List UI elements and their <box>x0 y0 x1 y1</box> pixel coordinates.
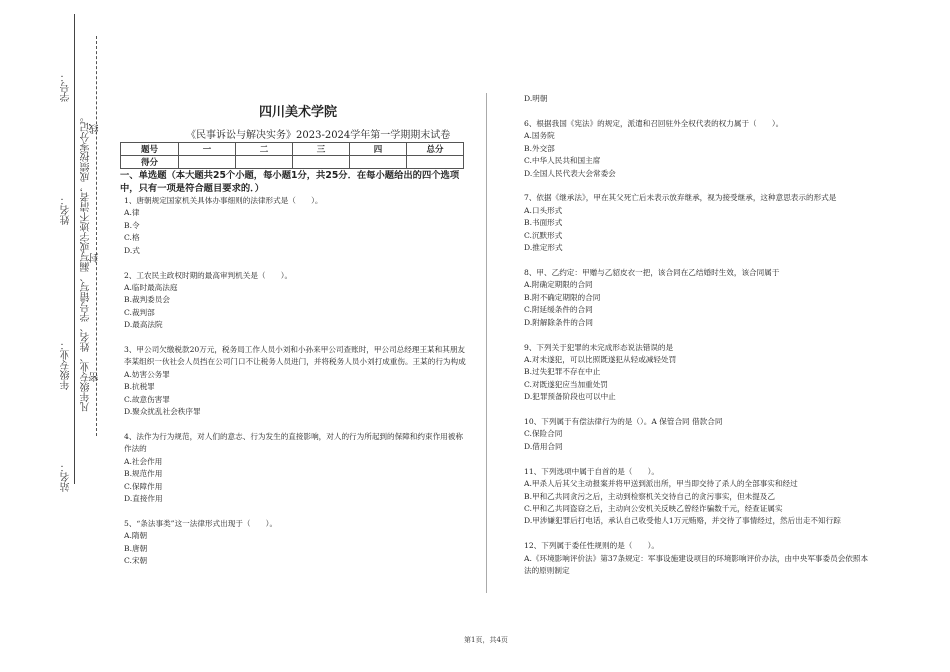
score-header-cell: 二 <box>236 143 293 156</box>
question-stem: 4、法作为行为规范，对人们的意志、行为发生的直接影响，对人的行为所起到的保障和约束作用被称作法的 <box>124 432 463 454</box>
question-stem: 1、唐朝规定国家机关具体办事细则的法律形式是（ ）。 <box>124 196 323 205</box>
score-header-cell: 四 <box>350 143 407 156</box>
label-name: 姓名： <box>61 195 72 225</box>
answer-option: B.唐朝 <box>124 543 148 553</box>
score-header-cell: 一 <box>179 143 236 156</box>
question-gap <box>524 453 869 466</box>
score-cell <box>179 156 236 169</box>
question-stem: 5、“条法事类”这一法律形式出现于（ ）。 <box>124 518 278 528</box>
answer-option: C.沉默形式 <box>524 230 563 240</box>
answer-option: B.附不确定期限的合同 <box>524 292 601 302</box>
answer-option: C.裁判部 <box>124 307 155 317</box>
question <box>124 431 469 505</box>
answer-option: D.借用合同 <box>524 441 563 451</box>
answer-option: B.书面形式 <box>524 218 563 228</box>
question-gap <box>524 404 869 417</box>
question-gap <box>524 105 869 118</box>
score-table <box>120 142 464 169</box>
answer-option: A.隋朝 <box>124 531 148 541</box>
question-stem: 10、下列属于有偿法律行为的是（）。A 保管合同 借款合同 <box>524 417 723 427</box>
question-gap <box>524 329 869 342</box>
question <box>524 192 869 254</box>
question <box>124 270 469 332</box>
school-title: 四川美术学院 <box>259 105 338 120</box>
answer-option: D.全国人民代表大会常委会 <box>524 168 616 178</box>
question <box>524 416 869 453</box>
section-title: 一、单选题（本大题共25个小题，每小题1分，共25分．在每小题给出的四个选项中，只有一项是符合题目要求的．） <box>120 170 460 194</box>
score-row-label: 得分 <box>121 156 179 169</box>
question-stem: 12、下列属于委任性规则的是（ ）。 <box>524 541 659 551</box>
question-gap <box>124 419 469 432</box>
answer-option: B.令 <box>124 220 140 230</box>
score-cell <box>236 156 293 169</box>
answer-option: A.对未遂犯，可以比照既遂犯从轻或减轻处罚 <box>524 354 677 364</box>
question-gap <box>124 332 469 345</box>
answer-option: B.抗税罪 <box>124 382 155 392</box>
score-table-header-row <box>121 143 464 156</box>
answer-option: D.聚众扰乱社会秩序罪 <box>124 407 201 417</box>
answer-option: B.规范作用 <box>124 469 163 479</box>
answer-option: C.故意伤害罪 <box>124 394 170 404</box>
score-cell <box>407 156 464 169</box>
answer-option: A.临时最高法庭 <box>124 282 178 292</box>
exam-subtitle: 《民事诉讼与解决实务》2023-2024学年第一学期期末试卷 <box>186 130 451 141</box>
binding-margin <box>0 0 110 672</box>
answer-option: D.直接作用 <box>124 494 163 504</box>
question-gap <box>124 257 469 270</box>
question-gap <box>524 254 869 267</box>
answer-option: B.裁判委员会 <box>124 295 170 305</box>
column-divider <box>486 93 487 593</box>
question-gap <box>524 180 869 193</box>
binding-warning: 凡年级专业、姓名、学号错写、漏写或字迹不清者，成绩按零分记。 <box>81 112 92 412</box>
label-major: 年级专业： <box>61 340 72 390</box>
question-stem: 9、下列关于犯罪的未完成形态说法错误的是 <box>524 342 674 352</box>
score-table-score-row <box>121 156 464 169</box>
question <box>524 93 869 105</box>
question-stem: 2、工农民主政权时期的最高审判机关是（ ）。 <box>124 270 293 280</box>
question <box>524 342 869 404</box>
answer-option: C.保险合同 <box>524 429 563 439</box>
answer-option: A.妨害公务罪 <box>124 369 170 379</box>
answer-option: C.甲和乙共同盗窃之后，主动向公安机关反映乙曾经诈骗数千元，经查证属实 <box>524 503 783 513</box>
answer-option: C.附延缓条件的合同 <box>524 305 593 315</box>
answer-option: A.《环境影响评价法》第37条规定：军事设施建设项目的环境影响评价办法，由中央军事委员会依照本法的原则制定 <box>524 553 869 576</box>
question <box>524 267 869 329</box>
answer-option: B.外交部 <box>524 143 555 153</box>
answer-option: D.犯罪预备阶段也可以中止 <box>524 392 616 402</box>
page-footer: 第1页，共4页 <box>464 636 508 644</box>
answer-option: D.附解除条件的合同 <box>524 317 593 327</box>
answer-option: A.甲杀人后其父主动报案并将甲送到派出所，甲当即交待了杀人的全部事实和经过 <box>524 479 798 489</box>
score-header-cell: 总分 <box>407 143 464 156</box>
question <box>524 466 869 528</box>
answer-option: D.推定形式 <box>524 243 563 253</box>
question-gap <box>124 505 469 518</box>
right-question-column <box>524 93 869 578</box>
question <box>124 344 469 418</box>
question-gap <box>524 528 869 541</box>
answer-option: A.口头形式 <box>524 205 563 215</box>
answer-option: B.甲和乙共同贪污之后，主动到检察机关交待自己的贪污事实，但未提及乙 <box>524 491 775 501</box>
score-header-cell: 题号 <box>121 143 179 156</box>
binding-line <box>74 14 75 484</box>
answer-option: A.国务院 <box>524 131 555 141</box>
question <box>524 540 869 577</box>
question-stem: 8、甲、乙约定：甲赠与乙貂皮衣一把，该合同在乙结婚时生效，该合同属于 <box>524 267 780 277</box>
answer-option: D.甲涉嫌犯罪后打电话，承认自己收受他人1万元贿赂，并交待了事情经过，然后出走不知行踪 <box>524 516 841 526</box>
question-stem: 6、根据我国《宪法》的规定，派遣和召回驻外全权代表的权力属于（ ）。 <box>524 118 784 128</box>
binding-mi: 密 <box>90 372 101 382</box>
binding-xian: 线 <box>90 124 101 134</box>
score-cell <box>293 156 350 169</box>
answer-option: B.过失犯罪不存在中止 <box>524 367 601 377</box>
answer-option: D.最高法院 <box>124 320 163 330</box>
question-stem: 7、依据《继承法》，甲在其父死亡后未表示放弃继承，视为接受继承，这种意思表示的形式是 <box>524 193 837 203</box>
label-station: 站名： <box>61 462 72 492</box>
answer-option: D.明朝 <box>524 94 548 103</box>
answer-option: A.社会作用 <box>124 456 163 466</box>
question-stem: 11、下列选项中属于自首的是（ ）。 <box>524 466 659 476</box>
question-stem: 3、甲公司欠缴税款20万元，税务局工作人员小刘和小孙来甲公司查账时，甲公司总经理王某和其朋友李某组织一伙社会人员挡在公司门口不让税务人员进门，并将税务人员小刘打成重伤。王某的行为构成 <box>124 345 466 367</box>
answer-option: C.中华人民共和国主席 <box>524 156 601 166</box>
question <box>124 195 469 257</box>
score-cell <box>350 156 407 169</box>
answer-option: A.律 <box>124 208 140 218</box>
answer-option: C.格 <box>124 233 140 243</box>
answer-option: C.对既遂犯应当加重处罚 <box>524 379 608 389</box>
score-header-cell: 三 <box>293 143 350 156</box>
answer-option: C.保障作用 <box>124 481 163 491</box>
left-question-column <box>124 195 469 568</box>
label-student-number: 学号： <box>61 72 72 102</box>
answer-option: D.式 <box>124 245 140 255</box>
binding-feng: 封 <box>90 253 101 263</box>
question <box>524 118 869 180</box>
answer-option: A.附确定期限的合同 <box>524 280 593 290</box>
answer-option: C.宋朝 <box>124 556 148 566</box>
question <box>124 518 469 568</box>
